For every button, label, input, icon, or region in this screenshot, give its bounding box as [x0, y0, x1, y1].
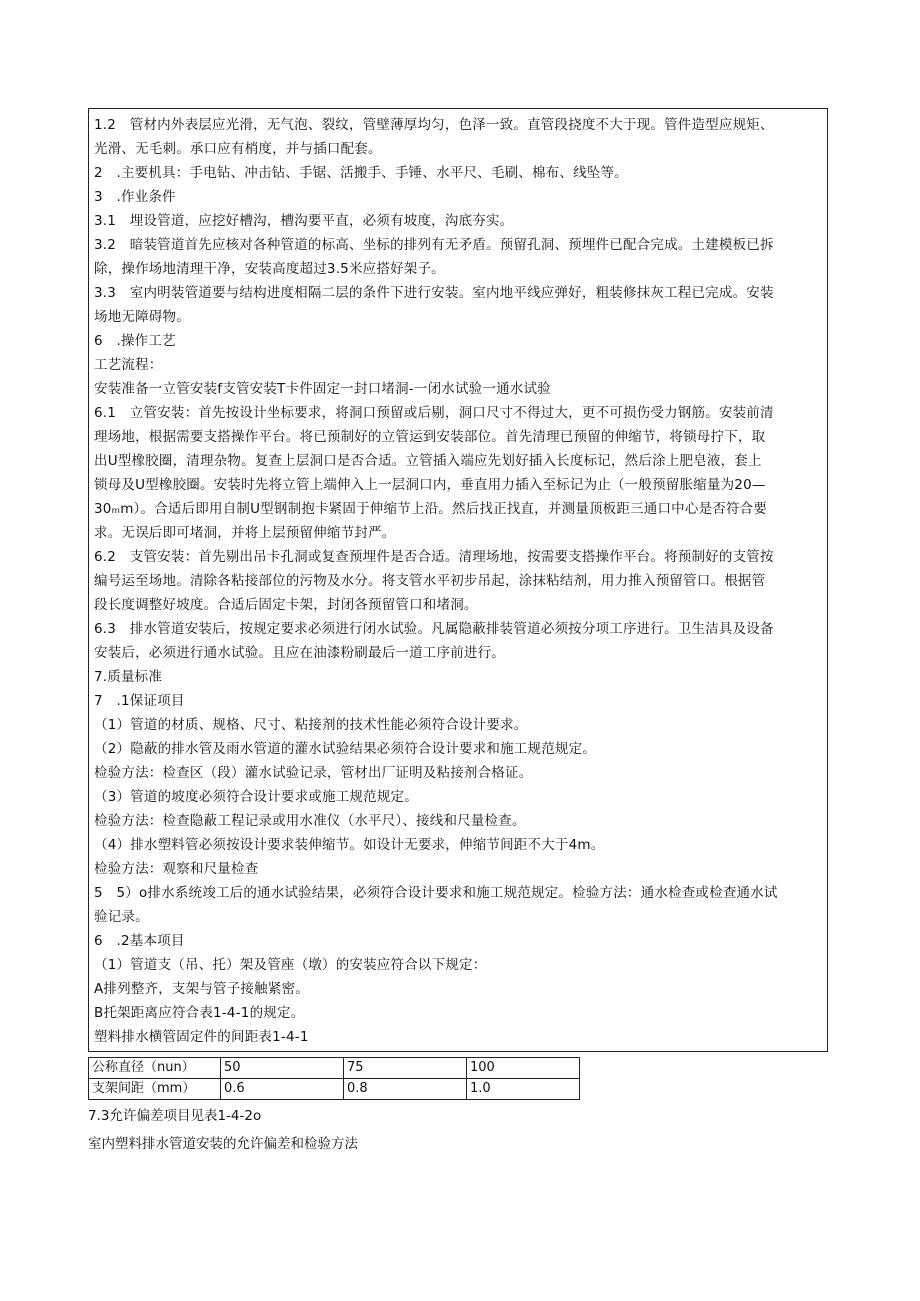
text-line: 段长度调整好坡度。合适后固定卡架，封闭各预留管口和堵洞。: [94, 597, 478, 613]
text-line: 3.2 暗装管道首先应核对各种管道的标高、坐标的排列有无矛盾。预留孔洞、预埋件已配合完成。土建模板已拆: [94, 237, 774, 253]
text-line: 6.2 支管安装：首先剔出吊卡孔洞或复查预埋件是否合适。清理场地，按需要支搭操作平台。将预制好的支管按: [94, 549, 774, 565]
section-heading: 6 .2基本项目: [94, 933, 185, 949]
text-line: 锁母及U型橡胶圈。安装时先将立管上端伸入上一层洞口内，垂直用力插入至标记为止（一般预留胀缩量为20—: [94, 477, 766, 493]
text-line: 求。无误后即可堵洞，并将上层预留伸缩节封严。: [94, 525, 396, 541]
text-line: 6.3 排水管道安装后，按规定要求必须进行闭水试验。凡属隐蔽排装管道必须按分项工序进行。卫生洁具及设备: [94, 621, 774, 637]
content-frame: [88, 108, 828, 1052]
table-cell: 100: [467, 1058, 580, 1079]
pipe-spacing-table: [88, 1057, 580, 1100]
text-line: 编号运至场地。清除各粘接部位的污物及水分。将支管水平初步吊起，涂抹粘结剂，用力推入预留管口。根据管: [94, 573, 766, 589]
text-line: （4）排水塑料管必须按设计要求装伸缩节。如设计无要求，伸缩节间距不大于4m。: [94, 837, 605, 853]
text-line: 1.2 管材内外表层应光滑，无气泡、裂纹，管壁薄厚均匀，色泽一致。直管段挠度不大于现。管件造型应规矩、: [94, 117, 774, 133]
text-line: 5 5）o排水系统竣工后的通水试验结果，必须符合设计要求和施工规范规定。检验方法：通水检查或检查通水试: [94, 885, 778, 901]
text-line: （3）管道的坡度必须符合设计要求或施工规范规定。: [94, 789, 418, 805]
section-heading: 7 .1保证项目: [94, 693, 185, 709]
section-heading: 7.质量标准: [94, 669, 163, 685]
text-line: 室内塑料排水管道安装的允许偏差和检验方法: [88, 1136, 358, 1152]
text-line: 工艺流程：: [94, 357, 163, 373]
text-line: 除，操作场地清理干净，安装高度超过3.5米应搭好架子。: [94, 261, 445, 277]
process-flow: 安装准备一立管安装f支管安装T卡件固定一封口堵洞-一闭水试验一通水试验: [94, 381, 551, 397]
table-cell: 75: [344, 1058, 467, 1079]
text-line: 6.1 立管安装：首先按设计坐标要求，将洞口预留或后剔，洞口尺寸不得过大，更不可损伤受力钢筋。安装前清: [94, 405, 774, 421]
text-line: A排列整齐，支架与管子接触紧密。: [94, 981, 309, 997]
text-line: 场地无障碍物。: [94, 309, 190, 325]
text-line: B托架距离应符合表1-4-1的规定。: [94, 1005, 305, 1021]
text-line: 3.3 室内明装管道要与结构进度相隔二层的条件下进行安装。室内地平线应弹好，粗装修抹灰工程已完成。安装: [94, 285, 774, 301]
table-row: [89, 1079, 580, 1100]
text-line: 3.1 埋设管道，应挖好槽沟，槽沟要平直，必须有坡度，沟底夯实。: [94, 213, 514, 229]
text-line: （1）管道支（吊、托）架及管座（墩）的安装应符合以下规定：: [94, 957, 487, 973]
table-cell: 支架间距（mm）: [89, 1079, 221, 1100]
text-line: 7.3允许偏差项目见表1-4-2o: [88, 1108, 262, 1124]
table-cell: 0.8: [344, 1079, 467, 1100]
table-cell: 0.6: [221, 1079, 344, 1100]
table-cell: 50: [221, 1058, 344, 1079]
table-cell: 公称直径（nun）: [89, 1058, 221, 1079]
section-heading: 3 .作业条件: [94, 189, 176, 205]
text-line: （1）管道的材质、规格、尺寸、粘接剂的技术性能必须符合设计要求。: [94, 717, 528, 733]
text-line: 检验方法：检查隐蔽工程记录或用水准仪（水平尺）、接线和尺量检查。: [94, 813, 526, 829]
text-line: 2 .主要机具：手电钻、冲击钻、手锯、活搬手、手锤、水平尺、毛刷、棉布、线坠等。: [94, 165, 628, 181]
table-cell: 1.0: [467, 1079, 580, 1100]
text-line: 光滑、无毛刺。承口应有梢度，并与插口配套。: [94, 141, 382, 157]
text-line: 验记录。: [94, 909, 149, 925]
text-line: （2）隐蔽的排水管及雨水管道的灌水试验结果必须符合设计要求和施工规范规定。: [94, 741, 596, 757]
text-line: 30ₘm）。合适后即用自制U型钢制抱卡紧固于伸缩节上沿。然后找正找直，并测量顶板距三通口中心是否符合要: [94, 501, 768, 517]
table-caption: 塑料排水横管固定件的间距表1-4-1: [94, 1029, 309, 1045]
table-row: [89, 1058, 580, 1079]
text-line: 检验方法：观察和尺量检查: [94, 861, 259, 877]
text-line: 检验方法：检查区（段）灌水试验记录，管材出厂证明及粘接剂合格证。: [94, 765, 533, 781]
text-line: 安装后，必须进行通水试验。且应在油漆粉刷最后一道工序前进行。: [94, 645, 505, 661]
section-heading: 6 .操作工艺: [94, 333, 176, 349]
text-line: 理场地，根据需要支搭操作平台。将已预制好的立管运到安装部位。首先清理已预留的伸缩节，将锁母拧下，取: [94, 429, 766, 445]
text-line: 出U型橡胶圈，清理杂物。复查上层洞口是否合适。立管插入端应先划好插入长度标记，然后涂上肥皂液，套上: [94, 453, 762, 469]
